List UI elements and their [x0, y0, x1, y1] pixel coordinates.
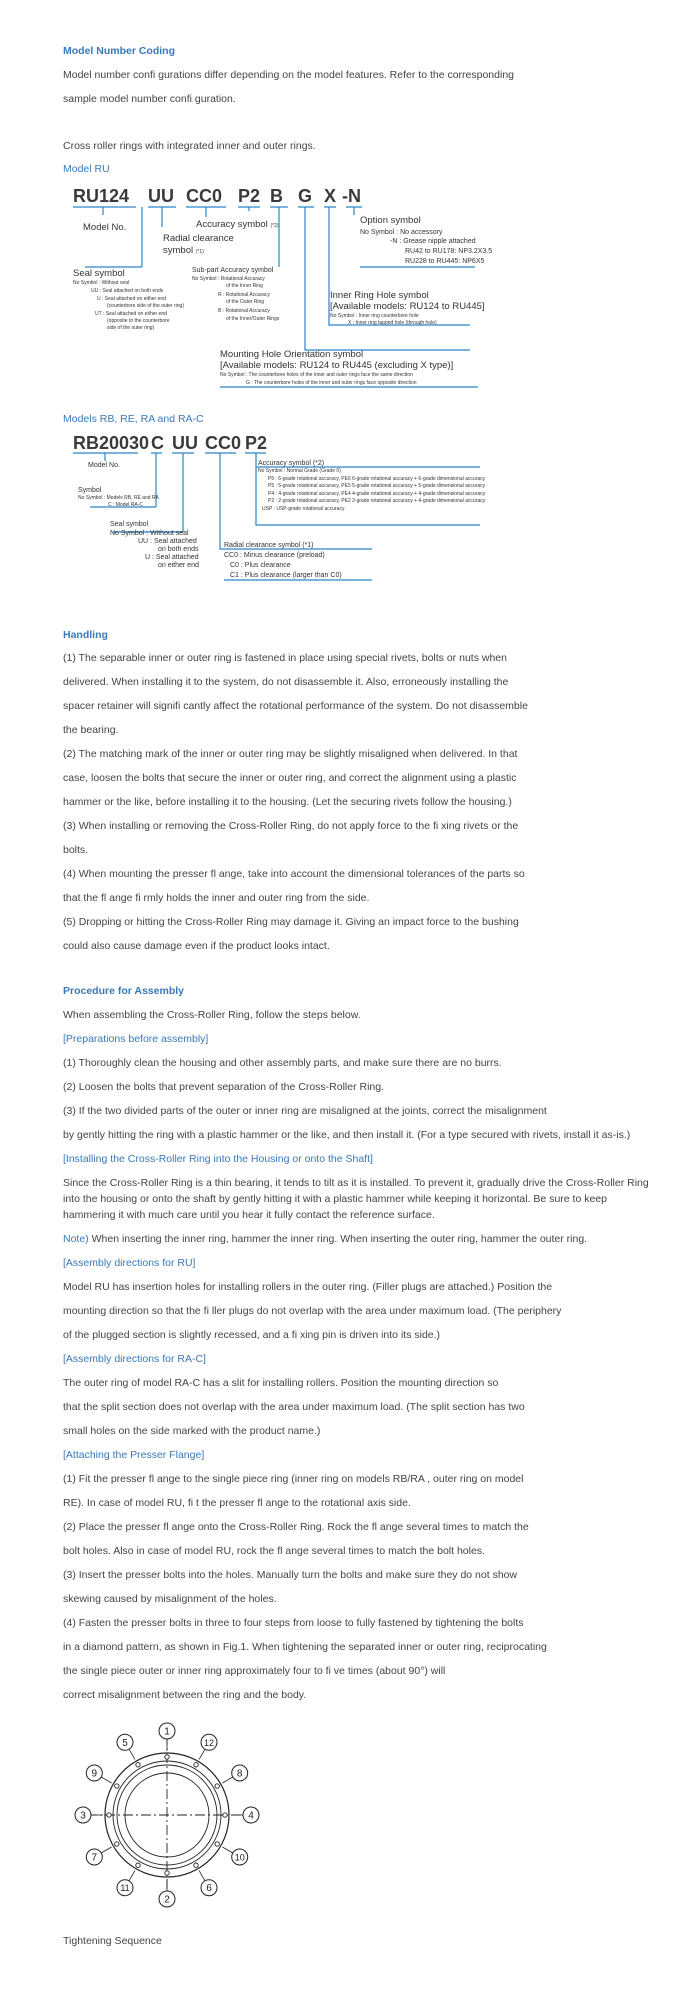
paragraph-line: The outer ring of model RA-C has a slit for installing rollers. Position the mounting direction so: [63, 1377, 499, 1389]
svg-text:of the Inner Ring: of the Inner Ring: [226, 283, 263, 289]
rb-model-no: Model No.: [88, 462, 120, 469]
svg-text:G : The counterbore holes of t: G : The counterbore holes of the inner and outer rings face opposite direction: [246, 380, 417, 386]
code-part: RU124: [73, 186, 130, 206]
svg-text:USP : USP-grade rotational acc: USP : USP-grade rotational accuracy: [262, 506, 345, 512]
section-title-handling: Handling: [63, 629, 108, 641]
sequence-number-text: 4: [248, 1810, 254, 1822]
svg-text:C : Model RA-C: C : Model RA-C: [108, 502, 144, 508]
code-part: UU: [148, 186, 174, 206]
paragraph-line: could also cause damage even if the product looks intact.: [63, 940, 330, 952]
sequence-number: [159, 1723, 175, 1751]
paragraph-line: Since the Cross-Roller Ring is a thin bearing, it tends to tilt as it is installed. To prevent it, gradually drive the Cross-Roller Ring: [63, 1177, 649, 1189]
paragraph-line: in a diamond pattern, as shown in Fig.1. When tightening the separated inner or outer ring, reciprocating: [63, 1641, 547, 1653]
paragraph-line: correct misalignment between the ring and the body.: [63, 1689, 307, 1701]
note-line: [63, 1233, 587, 1245]
svg-text:[Available models: RU124 to RU: [Available models: RU124 to RU445]: [330, 301, 485, 312]
svg-text:UU : Seal attached: UU : Seal attached: [138, 538, 197, 545]
paragraph-line: (1) Fit the presser fl ange to the single piece ring (inner ring on models RB/RA , outer ring on model: [63, 1473, 524, 1485]
svg-text:P5 : 5-grade rotational accura: P5 : 5-grade rotational accuracy, PE5 5-grade rotational accuracy + 5-grade dimensional accuracy: [268, 483, 486, 489]
paragraph-line: hammering it with much care until you hear it fully contact the reference surface.: [63, 1209, 435, 1221]
paragraph-line: the single piece outer or inner ring approximately four to fi ve times (about 90°) will: [63, 1665, 446, 1677]
code-part: X: [324, 186, 337, 206]
leader-line: [199, 1749, 205, 1759]
svg-text:UT : Seal attached on either e: UT : Seal attached on either end: [95, 311, 167, 317]
svg-text:No Symbol : Inner ring counter: No Symbol : Inner ring counterbore hole: [330, 313, 419, 319]
svg-text:symbol (*1): [163, 245, 204, 256]
bolt-hole: [223, 1813, 227, 1817]
code-part: G: [298, 186, 313, 206]
subheading-installing: [Installing the Cross-Roller Ring into the Housing or onto the Shaft]: [63, 1153, 373, 1165]
paragraph-line: that the split section does not overlap with the area under maximum load. (The split section has two: [63, 1401, 525, 1413]
radial-symbol: symbol: [163, 245, 194, 256]
bolt-hole: [115, 1842, 119, 1846]
sequence-number-text: 6: [206, 1883, 212, 1895]
paragraph-line: case, loosen the bolts that secure the inner or outer ring, and correct the alignment using a plastic: [63, 772, 517, 784]
paragraph-line: (5) Dropping or hitting the Cross-Roller Ring may damage it. Giving an impact force to the bushing: [63, 916, 519, 928]
svg-text:CC0 : Minus clearance (preload: CC0 : Minus clearance (preload): [224, 552, 325, 559]
bolt-hole: [215, 1842, 219, 1846]
subpart-title: Sub-part Accuracy symbol: [192, 267, 274, 274]
accuracy-note: (*2): [270, 223, 279, 229]
sequence-number-text: 10: [234, 1852, 245, 1863]
svg-text:P4 : 4-grade rotational accura: P4 : 4-grade rotational accuracy, PE4 4-grade rotational accuracy + 4-grade dimensional accuracy: [268, 491, 486, 497]
code-part: P2: [245, 433, 268, 453]
paragraph-line: of the plugged section is slightly recessed, and a fi xing pin is driven into its side.): [63, 1329, 441, 1341]
inner-ring-title: Inner Ring Hole symbol: [330, 290, 429, 301]
sequence-number-text: 11: [120, 1883, 130, 1894]
paragraph-line: into the housing or onto the shaft by gently hitting it with a plastic hammer while keeping it horizontal. Be sure to keep: [63, 1193, 607, 1205]
sequence-number: [199, 1870, 217, 1895]
sequence-number: [159, 1879, 175, 1907]
paragraph-line: (2) The matching mark of the inner or outer ring may be slightly misaligned when delivered. In that: [63, 748, 518, 760]
svg-text:X : Inner ring tapped hole (th: X : Inner ring tapped hole (through hole): [348, 320, 437, 326]
leader-line: [129, 1749, 135, 1759]
paragraph-line: bolt holes. Also in case of model RU, rock the fl ange several times to match the bolt holes.: [63, 1545, 485, 1557]
sequence-number: [117, 1870, 135, 1895]
svg-text:[Available models: RU124 to RU: [Available models: RU124 to RU445 (excluding X type)]: [220, 360, 454, 371]
svg-text:UU : Seal attached on both end: UU : Seal attached on both ends: [91, 288, 164, 294]
option-title: Option symbol: [360, 215, 421, 226]
svg-text:(counterbore side of the outer: (counterbore side of the outer ring): [107, 303, 184, 309]
sequence-number-text: 9: [91, 1768, 98, 1780]
paragraph-line: spacer retainer will signifi cantly affect the rotational performance of the system. Do not disassemble: [63, 700, 528, 712]
paragraph-line: that the fl ange fi rmly holds the inner and outer ring from the side.: [63, 892, 370, 904]
bolt-hole: [215, 1784, 219, 1788]
bolt-hole: [115, 1784, 119, 1788]
seal-title: Seal symbol: [73, 268, 125, 279]
leader-line: [101, 1847, 111, 1853]
subheading-rac-directions: [Assembly directions for RA-C]: [63, 1353, 206, 1365]
sequence-number-text: 3: [80, 1810, 86, 1822]
sequence-number: [231, 1807, 259, 1823]
code-part: -N: [342, 186, 361, 206]
radial-note: (*1): [195, 249, 204, 255]
note-text: When inserting the inner ring, hammer the inner ring. When inserting the outer ring, hammer the outer ring.: [88, 1233, 588, 1245]
sequence-number: [86, 1765, 111, 1783]
tightening-sequence-figure: [60, 1705, 300, 1930]
svg-text:No Symbol : Without seal: No Symbol : Without seal: [73, 280, 130, 286]
leader-line: [222, 1847, 232, 1853]
svg-text:-N : Grease nipple attached: -N : Grease nipple attached: [390, 238, 476, 245]
svg-text:of the Inner/Outer Rings: of the Inner/Outer Rings: [226, 316, 280, 322]
bolt-hole: [136, 1763, 140, 1767]
model-no-label: Model No.: [83, 222, 127, 233]
paragraph-line: RE). In case of model RU, fi t the presser fl ange to the rotational axis side.: [63, 1497, 411, 1509]
paragraph-line: delivered. When installing it to the system, do not disassemble it. Also, erroneously installing the: [63, 676, 509, 688]
svg-text:P5 : 6-grade rotational accura: P5 : 6-grade rotational accuracy, PE6 6-grade rotational accuracy + 6-grade dimensional accuracy: [268, 476, 486, 482]
svg-text:B : Rotational Accuracy: B : Rotational Accuracy: [218, 308, 270, 314]
svg-text:U : Seal attached: U : Seal attached: [145, 554, 199, 561]
paragraph-line: small holes on the side marked with the product name.): [63, 1425, 321, 1437]
leader-line: [101, 1777, 111, 1783]
svg-text:side of the outer ring): side of the outer ring): [107, 325, 155, 331]
code-part: RB20030: [73, 433, 150, 453]
paragraph-line: Model RU has insertion holes for installing rollers in the outer ring. (Filler plugs are attached.) Position the: [63, 1281, 553, 1293]
paragraph-line: (1) Thoroughly clean the housing and other assembly parts, and make sure there are no burrs.: [63, 1057, 502, 1069]
paragraph-line: the bearing.: [63, 724, 119, 736]
svg-text:Accuracy symbol (*2): [196, 219, 279, 230]
paragraph-line: (3) When installing or removing the Cross-Roller Ring, do not apply force to the fi xing rivets or the: [63, 820, 519, 832]
paragraph-line: (2) Loosen the bolts that prevent separation of the Cross-Roller Ring.: [63, 1081, 385, 1093]
sequence-number-text: 7: [91, 1852, 98, 1864]
svg-text:of the Outer Ring: of the Outer Ring: [226, 299, 265, 305]
note-label: Note): [63, 1233, 89, 1245]
figure-caption: Tightening Sequence: [63, 1935, 162, 1947]
leader-line: [129, 1870, 135, 1880]
sequence-number-text: 12: [203, 1737, 215, 1748]
bolt-hole: [136, 1863, 140, 1867]
section-title-model-coding: Model Number Coding: [63, 45, 175, 57]
code-part: CC0: [205, 433, 242, 453]
code-part: B: [270, 186, 283, 206]
svg-text:P2 : 2-grade rotational accura: P2 : 2-grade rotational accuracy, PE2 2-grade rotational accuracy + 4-grade dimensional accuracy: [268, 498, 486, 504]
paragraph-line: (3) Insert the presser bolts into the holes. Manually turn the bolts and make sure they do not show: [63, 1569, 518, 1581]
subheading-models-rb: Models RB, RE, RA and RA-C: [63, 413, 204, 425]
sequence-number: [117, 1734, 135, 1759]
code-part: UU: [172, 433, 198, 453]
paragraph-line: (1) The separable inner or outer ring is fastened in place using special rivets, bolts or nuts when: [63, 652, 507, 664]
paragraph-line: sample model number confi guration.: [63, 93, 236, 105]
subheading-model-ru: Model RU: [63, 163, 110, 175]
mount-title: Mounting Hole Orientation symbol: [220, 349, 364, 360]
sequence-number-text: 8: [236, 1768, 243, 1780]
svg-text:No Symbol : Normal Grade (Grad: No Symbol : Normal Grade (Grade 0): [258, 468, 341, 474]
paragraph-line: skewing caused by misalignment of the holes.: [63, 1593, 277, 1605]
bolt-hole: [194, 1763, 198, 1767]
radial-label: Radial clearance: [163, 233, 234, 244]
bolt-hole: [194, 1863, 198, 1867]
leader-line: [199, 1870, 205, 1880]
paragraph-line: (4) When mounting the presser fl ange, take into account the dimensional tolerances of the parts so: [63, 868, 525, 880]
svg-text:(opposite to the counterbore: (opposite to the counterbore: [107, 318, 170, 324]
sequence-number-text: 5: [122, 1737, 128, 1749]
svg-text:No Symbol : Without seal: No Symbol : Without seal: [110, 530, 189, 537]
svg-text:RU42 to RU178: NP3.2X3.5: RU42 to RU178: NP3.2X3.5: [405, 248, 493, 255]
sequence-number-text: 1: [164, 1726, 170, 1738]
subheading-preparations: [Preparations before assembly]: [63, 1033, 209, 1045]
sequence-number: [86, 1847, 111, 1865]
bolt-hole: [165, 1755, 169, 1759]
bolt-hole: [165, 1871, 169, 1875]
svg-text:R : Rotational Accuracy: R : Rotational Accuracy: [218, 292, 270, 298]
leader-line: [222, 1777, 232, 1783]
rb-symbol-title: Symbol: [78, 487, 102, 494]
paragraph-line: mounting direction so that the fi ller plugs do not overlap with the area under maximum load. (The periphery: [63, 1305, 562, 1317]
svg-text:U : Seal attached on either en: U : Seal attached on either end: [97, 296, 166, 302]
paragraph-line: bolts.: [63, 844, 89, 856]
sequence-number-text: 2: [164, 1894, 170, 1906]
rb-accuracy-title: Accuracy symbol (*2): [258, 460, 325, 467]
svg-text:No Symbol : Rotational Accurac: No Symbol : Rotational Accuracy: [192, 276, 265, 282]
code-part: C: [151, 433, 164, 453]
svg-text:C1 : Plus clearance (larger th: C1 : Plus clearance (larger than C0): [230, 572, 342, 579]
svg-text:No Symbol : No accessory: No Symbol : No accessory: [360, 229, 443, 236]
sequence-number: [222, 1847, 247, 1865]
subheading-presser-flange: [Attaching the Presser Flange]: [63, 1449, 205, 1461]
svg-text:No Symbol : The counterbore ho: No Symbol : The counterbore holes of the inner and outer rings face the same direction: [220, 372, 413, 378]
svg-text:C0 : Plus clearance: C0 : Plus clearance: [230, 562, 291, 569]
svg-text:on both ends: on both ends: [158, 546, 199, 553]
section-title-assembly: Procedure for Assembly: [63, 985, 184, 997]
paragraph-line: hammer or the like, before installing it to the housing. (Let the securing rivets follow the housing.): [63, 796, 512, 808]
paragraph-line: Cross roller rings with integrated inner and outer rings.: [63, 140, 316, 152]
paragraph-line: When assembling the Cross-Roller Ring, follow the steps below.: [63, 1009, 361, 1021]
svg-text:No Symbol : Models RB, RE and: No Symbol : Models RB, RE and RA: [78, 495, 159, 501]
svg-text:RU228 to RU445: NP6X5: RU228 to RU445: NP6X5: [405, 258, 485, 265]
sequence-number: [199, 1734, 217, 1759]
paragraph-line: Model number confi gurations differ depending on the model features. Refer to the corresponding: [63, 69, 515, 81]
subheading-ru-directions: [Assembly directions for RU]: [63, 1257, 196, 1269]
bolt-hole: [107, 1813, 111, 1817]
paragraph-line: (3) If the two divided parts of the outer or inner ring are misaligned at the joints, correct the misalignment: [63, 1105, 547, 1117]
paragraph-line: (2) Place the presser fl ange onto the Cross-Roller Ring. Rock the fl ange several times to match the: [63, 1521, 529, 1533]
paragraph-line: (4) Fasten the presser bolts in three to four steps from loose to fully fastened by tightening the bolts: [63, 1617, 524, 1629]
accuracy-label: Accuracy symbol: [196, 219, 268, 230]
rb-radial-title: Radial clearance symbol (*1): [224, 542, 314, 549]
rb-seal-title: Seal symbol: [110, 521, 149, 528]
svg-text:on either end: on either end: [158, 562, 199, 569]
paragraph-line: by gently hitting the ring with a plastic hammer or the like, and then install it. (For a type secured with rivets, install it as-is.): [63, 1129, 631, 1141]
model-ru-diagram: [0, 175, 685, 405]
sequence-number: [222, 1765, 247, 1783]
model-rb-diagram: [0, 425, 685, 595]
code-part: CC0: [186, 186, 223, 206]
sequence-number: [75, 1807, 103, 1823]
code-part: P2: [238, 186, 261, 206]
